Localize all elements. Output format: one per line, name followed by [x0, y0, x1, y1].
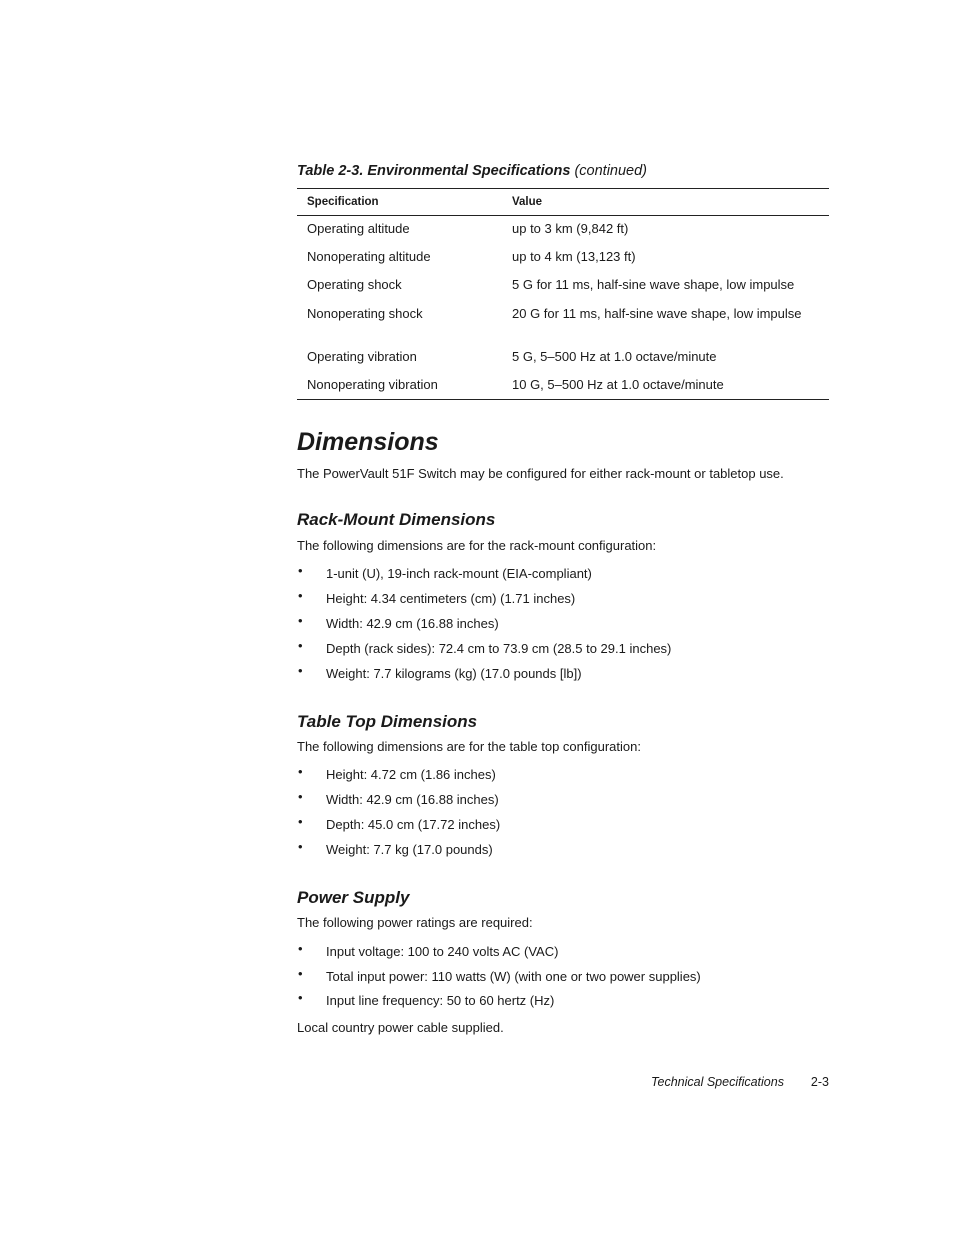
bullet-icon: • [298, 764, 303, 779]
bullet-icon: • [298, 638, 303, 653]
list-item-text: Depth (rack sides): 72.4 cm to 73.9 cm (28.5 to 29.1 inches) [326, 641, 672, 656]
table-row [297, 301, 829, 344]
dimensions-heading: Dimensions [297, 428, 439, 456]
table-row [297, 216, 829, 244]
list-item [297, 563, 671, 591]
table-row [297, 372, 829, 400]
table-cell-value: up to 4 km (13,123 ft) [512, 248, 636, 264]
bullet-icon: • [298, 588, 303, 603]
bullet-icon: • [298, 966, 303, 981]
table-row [297, 272, 829, 301]
table-cell-value: 5 G for 11 ms, half-sine wave shape, low impulse [512, 276, 795, 292]
list-item-text: Weight: 7.7 kilograms (kg) (17.0 pounds [lb]) [326, 666, 582, 681]
table-cell-spec: Operating altitude [307, 221, 410, 236]
rack-mount-intro: The following dimensions are for the rack-mount configuration: [297, 538, 657, 553]
power-supply-intro: The following power ratings are required: [297, 915, 533, 930]
table-cell-value: 20 G for 11 ms, half-sine wave shape, low impulse [512, 305, 802, 321]
table-cell-spec: Operating shock [307, 276, 402, 292]
bullet-icon: • [298, 990, 303, 1005]
footer-section-title: Technical Specifications [651, 1075, 784, 1089]
list-item [297, 613, 671, 641]
table-top-list [297, 764, 501, 867]
rack-mount-heading: Rack-Mount Dimensions [297, 510, 496, 529]
list-item [297, 966, 701, 993]
list-item-text: Width: 42.9 cm (16.88 inches) [326, 616, 499, 631]
power-supply-heading: Power Supply [297, 888, 410, 907]
list-item [297, 764, 500, 792]
table-cell-value: up to 3 km (9,842 ft) [512, 221, 629, 236]
table-cell-value: 10 G, 5–500 Hz at 1.0 octave/minute [512, 376, 724, 392]
list-item-text: 1-unit (U), 19-inch rack-mount (EIA-compliant) [326, 566, 592, 581]
environmental-specs-table [297, 188, 829, 400]
list-item-text: Input line frequency: 50 to 60 hertz (Hz) [326, 993, 555, 1008]
power-supply-list [297, 941, 701, 1018]
table-top-heading: Table Top Dimensions [297, 712, 478, 731]
table-header-row [297, 189, 829, 216]
bullet-icon: • [298, 663, 303, 678]
rack-mount-list [297, 563, 672, 691]
bullet-icon: • [298, 563, 303, 578]
table-top-intro: The following dimensions are for the table top configuration: [297, 739, 641, 754]
list-item-text: Total input power: 110 watts (W) (with one or two power supplies) [326, 969, 701, 984]
table-row [297, 344, 829, 372]
list-item-text: Height: 4.72 cm (1.86 inches) [326, 767, 496, 782]
bullet-icon: • [298, 814, 303, 829]
table-cell-spec: Nonoperating vibration [307, 376, 438, 392]
list-item [297, 990, 701, 1018]
list-item-text: Weight: 7.7 kg (17.0 pounds) [326, 842, 493, 857]
table-row [297, 244, 829, 272]
power-cable-note: Local country power cable supplied. [297, 1020, 504, 1035]
list-item [297, 941, 701, 969]
list-item [297, 814, 501, 842]
bullet-icon: • [298, 839, 303, 854]
table-caption-continued: (continued) [574, 163, 648, 179]
list-item [297, 839, 500, 867]
page-footer [651, 1075, 829, 1089]
table-caption [297, 163, 647, 179]
bullet-icon: • [298, 613, 303, 628]
list-item [297, 789, 500, 817]
page-number: 2-3 [810, 1075, 829, 1089]
dimensions-intro: The PowerVault 51F Switch may be configured for either rack-mount or tabletop use. [297, 466, 784, 481]
table-cell-spec: Nonoperating altitude [307, 248, 431, 264]
table-caption-title: Table 2-3. Environmental Specifications [297, 163, 571, 179]
list-item-text: Depth: 45.0 cm (17.72 inches) [326, 817, 501, 832]
list-item [297, 588, 671, 616]
list-item-text: Input voltage: 100 to 240 volts AC (VAC) [326, 944, 559, 959]
list-item-text: Width: 42.9 cm (16.88 inches) [326, 792, 499, 807]
list-item [297, 663, 671, 691]
list-item-text: Height: 4.34 centimeters (cm) (1.71 inches) [326, 591, 576, 606]
table-cell-spec: Operating vibration [307, 348, 417, 364]
bullet-icon: • [298, 941, 303, 956]
column-header-value: Value [502, 189, 829, 216]
bullet-icon: • [298, 789, 303, 804]
column-header-specification: Specification [297, 189, 502, 216]
table-cell-value: 5 G, 5–500 Hz at 1.0 octave/minute [512, 348, 717, 364]
table-cell-spec: Nonoperating shock [307, 305, 423, 321]
list-item [297, 638, 672, 666]
